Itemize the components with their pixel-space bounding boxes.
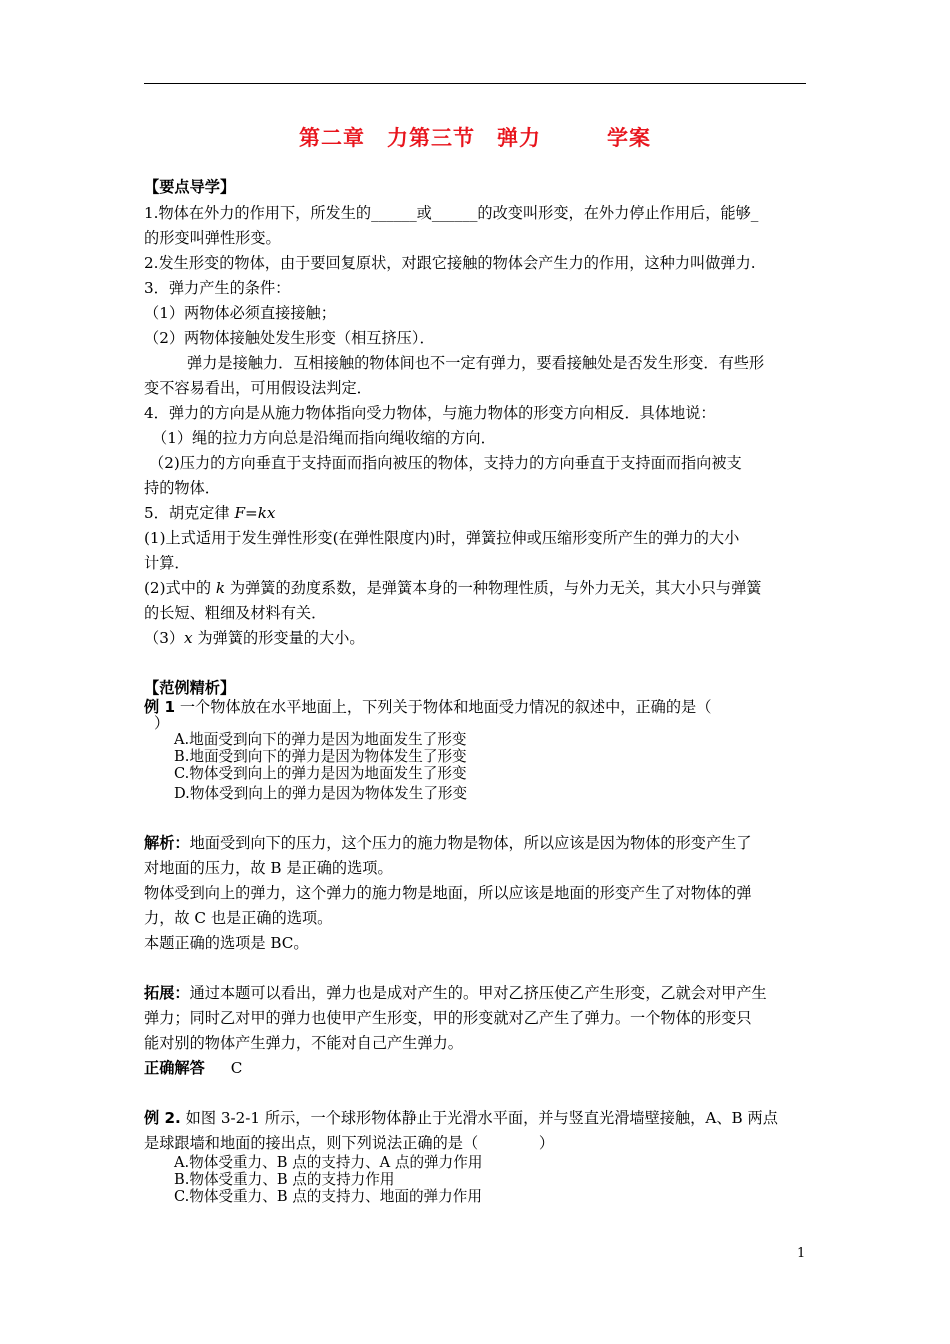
extension-text: 通过本题可以看出，弹力也是成对产生的。甲对乙挤压使乙产生形变，乙就会对甲产生 <box>189 984 767 1002</box>
variable-x: x <box>184 629 193 647</box>
paragraph-5-item-1-line-1: (1)上式适用于发生弹性形变(在弹性限度内)时，弹簧拉伸或压缩形变所产生的弹力的大小 <box>144 529 740 547</box>
paragraph-4: 4．弹力的方向是从施力物体指向受力物体，与施力物体的形变方向相反．具体地说： <box>144 404 716 422</box>
example-1-option-b: B.地面受到向下的弹力是因为物体发生了形变 <box>174 748 467 765</box>
correct-answer-value: C <box>230 1059 243 1077</box>
analysis-label: 解析： <box>144 834 190 852</box>
paragraph-5-item-2-line-2: 的长短、粗细及材料有关． <box>144 604 327 622</box>
analysis-line-4: 力，故 C 也是正确的选项。 <box>144 909 333 927</box>
text-segment: 为弹簧的形变量的大小。 <box>192 629 365 647</box>
correct-answer-label: 正确解答 <box>144 1059 205 1077</box>
section-heading-key-points: 【要点导学】 <box>144 178 236 196</box>
example-1-option-d: D.物体受到向上的弹力是因为物体发生了形变 <box>174 785 468 802</box>
paragraph-3-item-2: （2）两物体接触处发生形变（相互挤压）． <box>144 329 435 347</box>
analysis-line-2: 对地面的压力，故 B 是正确的选项。 <box>144 859 393 877</box>
paragraph-1-line-2: 的形变叫弹性形变。 <box>144 229 281 247</box>
example-2-label: 例 2. <box>144 1109 181 1127</box>
paragraph-3: 3．弹力产生的条件： <box>144 279 291 297</box>
text-segment: （3） <box>144 629 185 647</box>
text-segment: 为弹簧的劲度系数，是弹簧本身的一种物理性质，与外力无关，其大小只与弹簧 <box>225 579 762 597</box>
analysis-line-1 <box>144 833 752 853</box>
extension-line-2: 弹力；同时乙对甲的弹力也使甲产生形变，甲的形变就对乙产生了弹力。一个物体的形变只 <box>144 1009 752 1027</box>
hooke-law-label: 5．胡克定律 <box>144 504 235 522</box>
example-2-question-text: 如图 3-2-1 所示，一个球形物体静止于光滑水平面，并与竖直光滑墙壁接触，A、B 两点 <box>180 1109 778 1127</box>
analysis-line-5: 本题正确的选项是 BC。 <box>144 934 309 952</box>
example-2-option-c: C.物体受重力、B 点的支持力、地面的弹力作用 <box>174 1188 482 1205</box>
paragraph-3-note-line-2: 变不容易看出，可用假设法判定． <box>144 379 372 397</box>
section-heading-examples: 【范例精析】 <box>144 679 236 697</box>
extension-label: 拓展： <box>144 984 190 1002</box>
paragraph-5-item-1-line-2: 计算． <box>144 554 190 572</box>
paragraph-4-item-1: （1）绳的拉力方向总是沿绳而指向绳收缩的方向． <box>152 429 496 447</box>
example-1-label: 例 1 <box>144 698 176 716</box>
correct-answer <box>144 1058 242 1078</box>
document-title: 第二章 力第三节 弹力 学案 <box>299 126 651 150</box>
example-1-question-line-2: ） <box>154 714 170 732</box>
hooke-law-formula: F=kx <box>234 504 276 522</box>
variable-k: k <box>215 579 226 597</box>
example-1-question-line-1 <box>144 697 711 717</box>
example-2-question-line-2: 是球跟墙和地面的接出点，则下列说法正确的是（ ） <box>144 1134 555 1152</box>
example-1-question-text: 一个物体放在水平地面上，下列关于物体和地面受力情况的叙述中，正确的是（ <box>175 698 712 716</box>
paragraph-1-line-1: 1.物体在外力的作用下，所发生的______或______的改变叫形变，在外力停止作用后，能够_ <box>144 204 759 222</box>
paragraph-3-item-1: （1）两物体必须直接接触； <box>144 304 336 322</box>
analysis-text: 地面受到向下的压力，这个压力的施力物是物体，所以应该是因为物体的形变产生了 <box>189 834 752 852</box>
paragraph-4-item-2-line-2: 持的物体． <box>144 479 220 497</box>
paragraph-5 <box>144 503 275 523</box>
paragraph-5-item-3 <box>144 628 365 648</box>
header-rule <box>144 83 806 84</box>
example-1-option-c: C.物体受到向上的弹力是因为地面发生了形变 <box>174 765 467 782</box>
analysis-line-3: 物体受到向上的弹力，这个弹力的施力物是地面，所以应该是地面的形变产生了对物体的弹 <box>144 884 752 902</box>
extension-line-1 <box>144 983 767 1003</box>
paragraph-2: 2.发生形变的物体，由于要回复原状，对跟它接触的物体会产生力的作用，这种力叫做弹力. <box>144 254 756 272</box>
text-segment: (2)式中的 <box>144 579 216 597</box>
extension-line-3: 能对别的物体产生弹力，不能对自己产生弹力。 <box>144 1034 463 1052</box>
example-2-option-a: A.物体受重力、B 点的支持力、A 点的弹力作用 <box>174 1154 483 1171</box>
paragraph-5-item-2-line-1 <box>144 578 762 598</box>
example-2-question-line-1 <box>144 1108 778 1128</box>
paragraph-3-note-line-1: 弹力是接触力．互相接触的物体间也不一定有弹力，要看接触处是否发生形变．有些形 <box>187 354 765 372</box>
page-number: 1 <box>797 1246 806 1261</box>
example-2-option-b: B.物体受重力、B 点的支持力作用 <box>174 1171 395 1188</box>
paragraph-4-item-2-line-1: （2)压力的方向垂直于支持面而指向被压的物体，支持力的方向垂直于支持面而指向被支 <box>149 454 742 472</box>
example-1-option-a: A.地面受到向下的弹力是因为地面发生了形变 <box>174 731 467 748</box>
